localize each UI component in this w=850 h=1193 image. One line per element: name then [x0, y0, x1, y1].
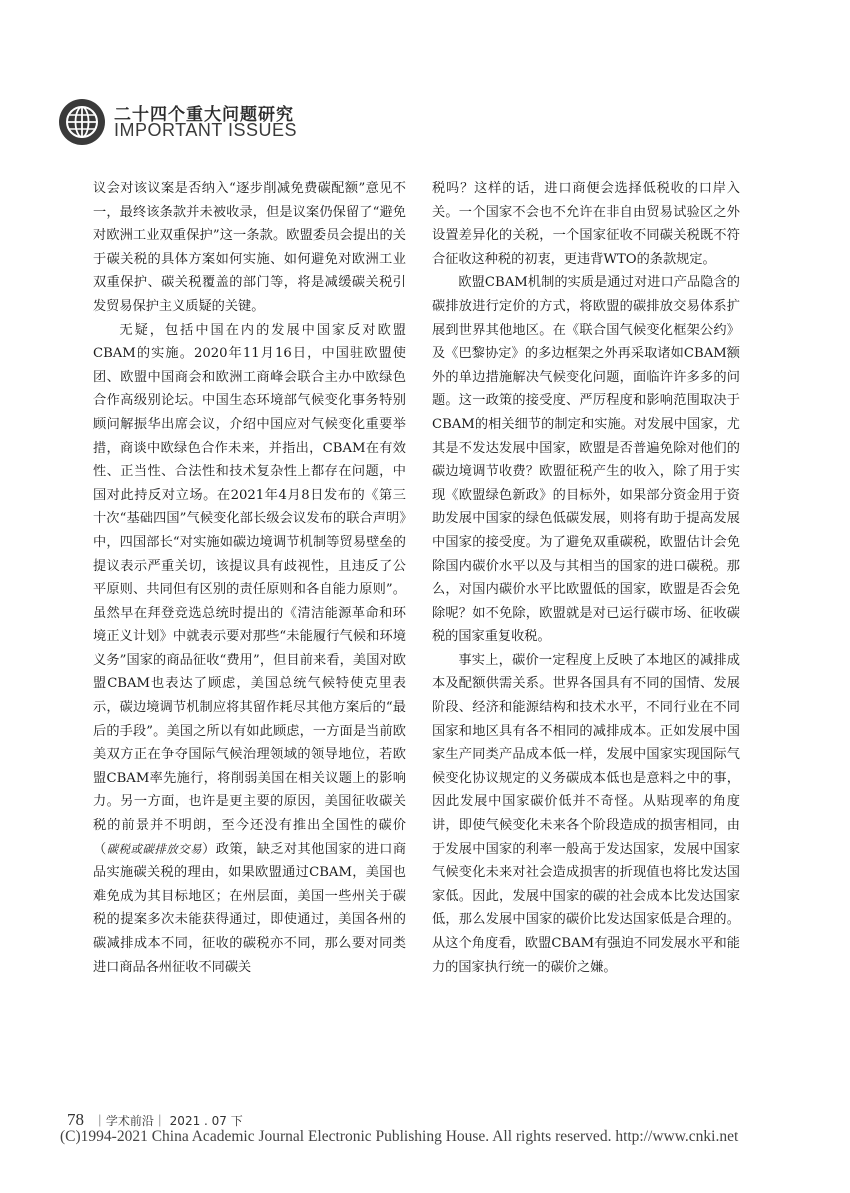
- right-column: [432, 177, 740, 979]
- globe-icon: [58, 98, 106, 146]
- journal-name: ｜学术前沿｜: [93, 1114, 166, 1128]
- left-column: [93, 177, 406, 979]
- journal-header: [58, 96, 458, 152]
- left-paragraph-2-part-b: ）政策，缺乏对其他国家的进口商品实施碳关税的理由，如果欧盟通过CBAM，美国也难免成为其目标地区；在州层面，美国一些州关于碳税的提案多次未能获得通过，即使通过，美国各州的碳减排成本不同，征收的碳税亦不同，那么要对同类进口商品各州征收不同碳关: [93, 841, 407, 975]
- header-title-en: IMPORTANT ISSUES: [114, 120, 298, 140]
- issue-date: 2021 . 07 下: [169, 1114, 243, 1128]
- copyright-line: (C)1994-2021 China Academic Journal Electronic Publishing House. All rights reserved. http://www.cnki.net: [60, 1128, 739, 1145]
- left-paragraph-1: 议会对该议案是否纳入“逐步削减免费碳配额”意见不一，最终该条款并未被收录，但是议案仍保留了“避免对欧洲工业双重保护”这一条款。欧盟委员会提出的关于碳关税的具体方案如何实施、如何避免对欧洲工业双重保护、碳关税覆盖的部门等，将是减缓碳关税引发贸易保护主义质疑的关键。: [93, 181, 406, 314]
- left-paragraph-2: [93, 319, 406, 980]
- left-paragraph-2-part-a: 无疑，包括中国在内的发展中国家反对欧盟CBAM的实施。2020年11月16日，中国驻欧盟使团、欧盟中国商会和欧洲工商峰会联合主办中欧绿色合作高级别论坛。中国生态环境部气候变化事务特别顾问解振华出席会议，介绍中国应对气候变化重要举措，商谈中欧绿色合作未来，并指出，CBAM在有效性、正当性、合法性和技术复杂性上都存在问题，中国对此持反对立场。在2021年4月8日发布的《第三十次“基础四国”气候变化部长级会议发布的联合声明》中，四国部长“对实施如碳边境调节机制等贸易壁垒的提议表示严重关切，该提议具有歧视性，且违反了公平原则、共同但有区别的责任原则和各自能力原则”。虽然早在拜登竞选总统时提出的《清洁能源革命和环境正义计划》中就表示要对那些“未能履行气候和环境义务”国家的商品征收“费用”，但目前来看，美国对欧盟CBAM也表达了顾虑，美国总统气候特使克里表示，碳边境调节机制应将其留作耗尽其他方案后的“最后的手段”。美国之所以有如此顾虑，一方面是当前欧美双方正在争夺国际气候治理领域的领导地位，若欧盟CBAM率先施行，将削弱美国在相关议题上的影响力。另一方面，也许是更主要的原因，美国征收碳关税的前景并不明朗，至今还没有推出全国性的碳价（: [93, 322, 406, 857]
- right-paragraph-3: 事实上，碳价一定程度上反映了本地区的减排成本及配额供需关系。世界各国具有不同的国情、发展阶段、经济和能源结构和技术水平，不同行业在不同国家和地区具有各不相同的减排成本。正如发展中国家生产同类产品成本低一样，发展中国家实现国际气候变化协议规定的义务碳成本低也是意料之中的事，因此发展中国家碳价低并不奇怪。从贴现率的角度讲，即使气候变化未来各个阶段造成的损害相同，由于发展中国家的利率一般高于发达国家，发展中国家气候变化未来对社会造成损害的折现值也将比发达国家低。因此，发展中国家的碳的社会成本比发达国家低，那么发展中国家的碳价比发达国家低是合理的。从这个角度看，欧盟CBAM有强迫不同发展水平和能力的国家执行统一的碳价之嫌。: [432, 652, 740, 975]
- right-paragraph-1: 税吗？这样的话，进口商便会选择低税收的口岸入关。一个国家不会也不允许在非自由贸易试验区之外设置差异化的关税，一个国家征收不同碳关税既不符合征收这种税的初衷，更违背WTO的条款规定。: [432, 181, 740, 267]
- header-title-cn: 二十四个重大问题研究: [114, 105, 294, 125]
- right-paragraph-2: 欧盟CBAM机制的实质是通过对进口产品隐含的碳排放进行定价的方式，将欧盟的碳排放交易体系扩展到世界其他地区。在《联合国气候变化框架公约》及《巴黎协定》的多边框架之外再采取诸如CBAM额外的单边措施解决气候变化问题，面临许许多多的问题。这一政策的接受度、严厉程度和影响范围取决于CBAM的相关细节的制定和实施。对发展中国家，尤其是不发达发展中国家，欧盟是否普遍免除对他们的碳边境调节收费？欧盟征税产生的收入，除了用于实现《欧盟绿色新政》的目标外，如果部分资金用于资助发展中国家的绿色低碳发展，则将有助于提高发展中国家的接受度。为了避免双重碳税，欧盟估计会免除国内碳价水平以及与其相当的国家的进口碳税。那么，对国内碳价水平比欧盟低的国家，欧盟是否会免除呢？如不免除，欧盟就是对已运行碳市场、征收碳税的国家重复收税。: [432, 275, 740, 645]
- page-footer: [67, 1110, 243, 1130]
- page-number: 78: [67, 1110, 84, 1129]
- left-paragraph-2-emphasis: 碳税或碳排放交易: [106, 841, 203, 856]
